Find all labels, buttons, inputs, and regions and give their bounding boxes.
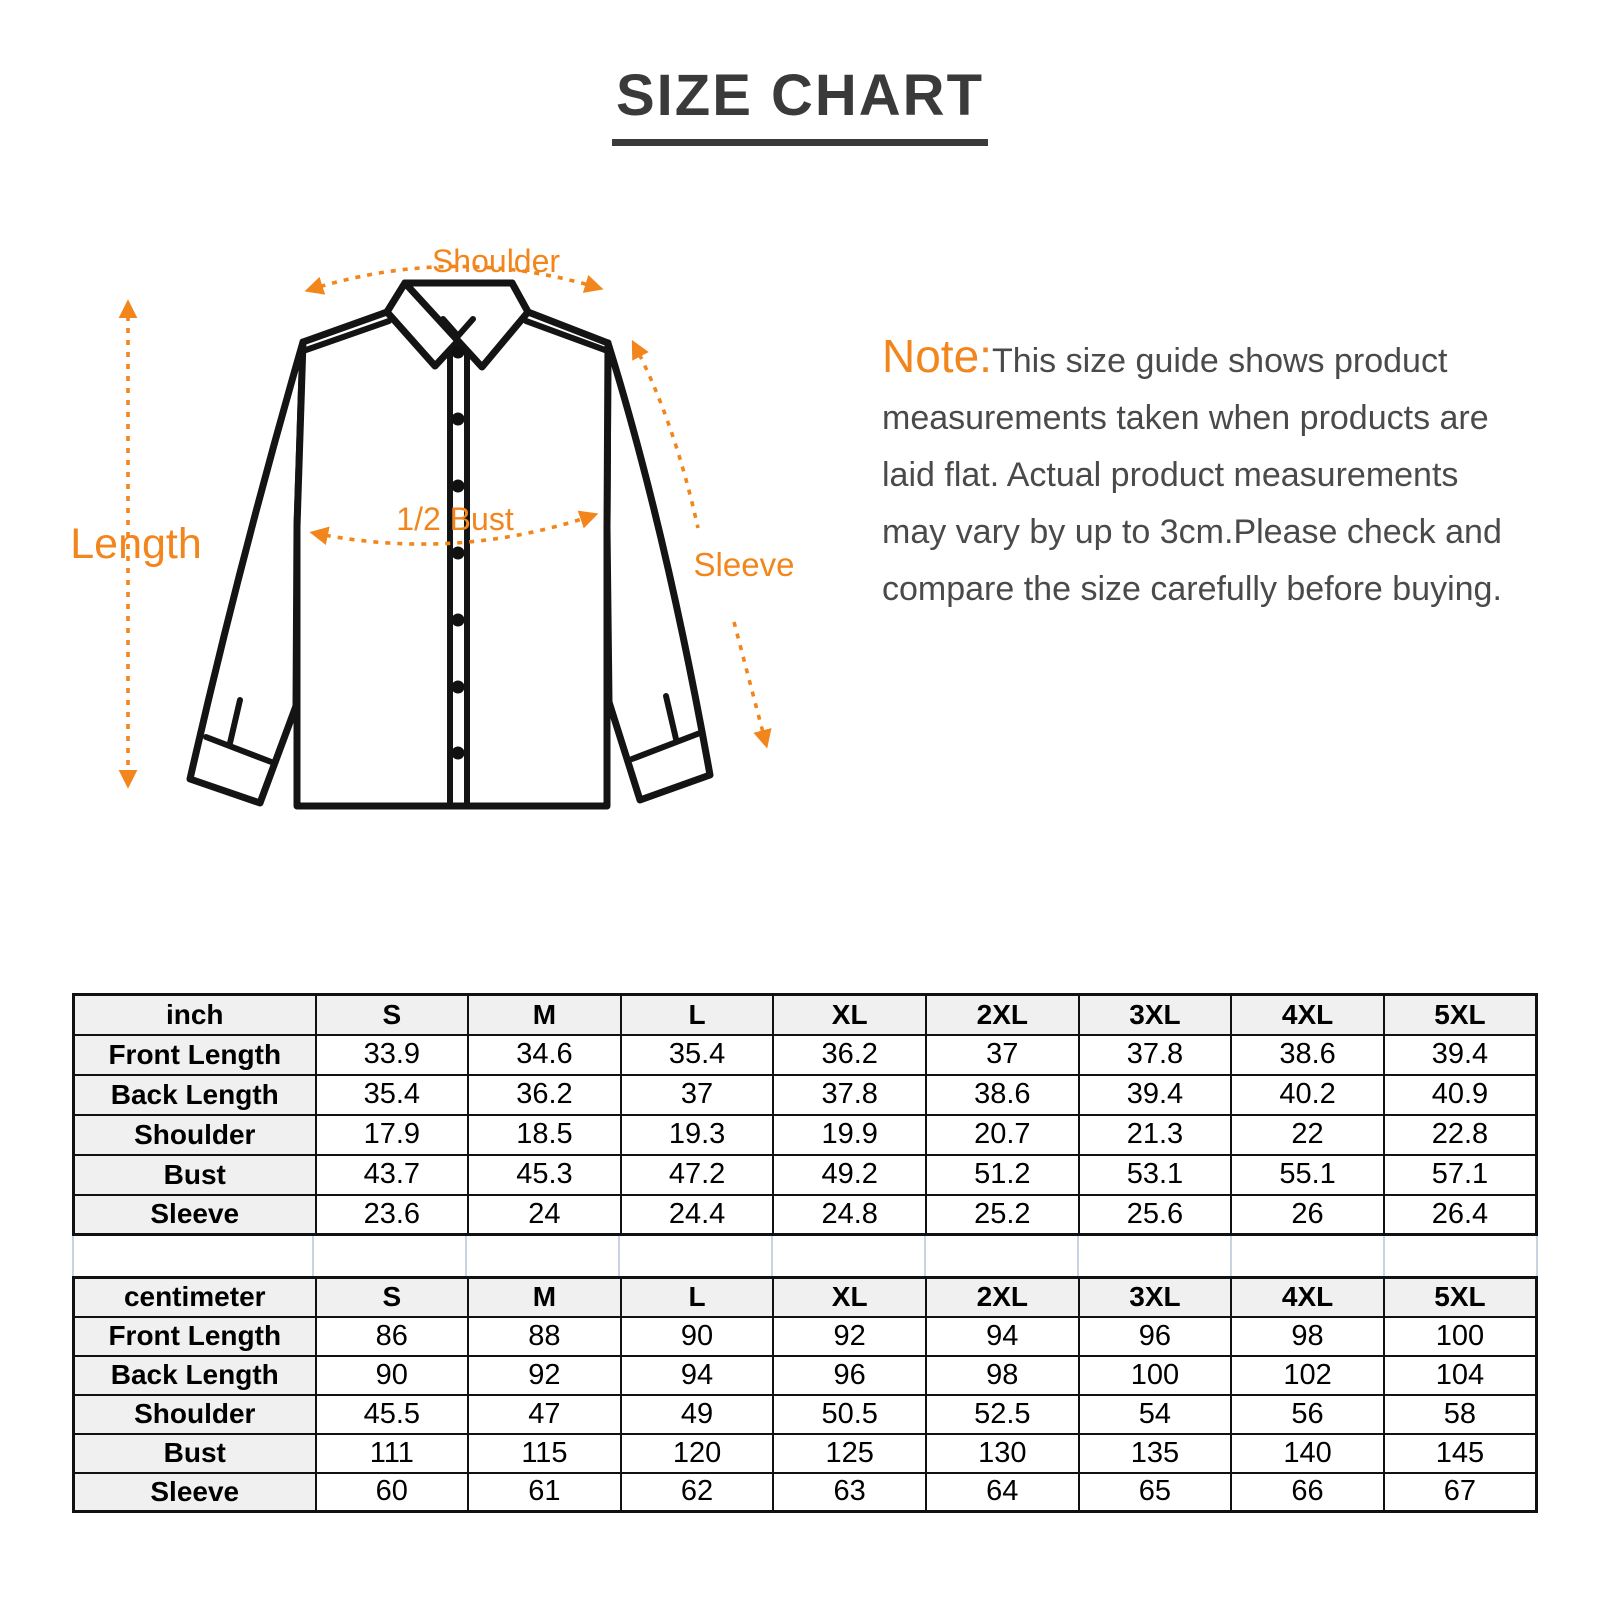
value-cell: 115 xyxy=(468,1434,621,1473)
value-cell: 50.5 xyxy=(773,1395,926,1434)
value-cell: 37.8 xyxy=(773,1075,926,1115)
table-row xyxy=(74,1035,1537,1075)
size-header-cell: XL xyxy=(773,1278,926,1317)
value-cell: 19.9 xyxy=(773,1115,926,1155)
value-cell: 60 xyxy=(316,1473,469,1512)
value-cell: 56 xyxy=(1231,1395,1384,1434)
value-cell: 58 xyxy=(1384,1395,1537,1434)
value-cell: 67 xyxy=(1384,1473,1537,1512)
value-cell: 102 xyxy=(1231,1356,1384,1395)
note-line: measurements taken when products are xyxy=(882,399,1489,437)
page-title: SIZE CHART xyxy=(612,62,988,146)
value-cell: 37 xyxy=(926,1035,1079,1075)
note-line xyxy=(882,328,1522,390)
value-cell: 66 xyxy=(1231,1473,1384,1512)
size-table-centimeter xyxy=(72,1276,1538,1513)
note-line: may vary by up to 3cm.Please check and xyxy=(882,513,1502,551)
value-cell: 39.4 xyxy=(1384,1035,1537,1075)
value-cell: 23.6 xyxy=(316,1195,469,1235)
value-cell: 96 xyxy=(773,1356,926,1395)
value-cell: 135 xyxy=(1079,1434,1232,1473)
size-header-cell: L xyxy=(621,995,774,1035)
table-header-row xyxy=(74,1278,1537,1317)
value-cell: 36.2 xyxy=(773,1035,926,1075)
size-header-cell: 3XL xyxy=(1079,995,1232,1035)
shoulder-label: Shoulder xyxy=(431,243,561,279)
value-cell: 17.9 xyxy=(316,1115,469,1155)
value-cell: 24.8 xyxy=(773,1195,926,1235)
size-header-cell: 4XL xyxy=(1231,995,1384,1035)
sleeve-arrow-lower xyxy=(734,622,766,744)
table-header-row xyxy=(74,995,1537,1035)
value-cell: 130 xyxy=(926,1434,1079,1473)
value-cell: 49.2 xyxy=(773,1155,926,1195)
value-cell: 94 xyxy=(621,1356,774,1395)
page-header xyxy=(0,62,1600,146)
shirt-measurement-diagram xyxy=(60,230,820,830)
row-label-cell: Back Length xyxy=(74,1356,316,1395)
value-cell: 38.6 xyxy=(926,1075,1079,1115)
value-cell: 86 xyxy=(316,1317,469,1356)
value-cell: 25.6 xyxy=(1079,1195,1232,1235)
value-cell: 96 xyxy=(1079,1317,1232,1356)
size-header-cell: 5XL xyxy=(1384,995,1537,1035)
value-cell: 57.1 xyxy=(1384,1155,1537,1195)
value-cell: 100 xyxy=(1079,1356,1232,1395)
value-cell: 62 xyxy=(621,1473,774,1512)
value-cell: 98 xyxy=(1231,1317,1384,1356)
table-row xyxy=(74,1434,1537,1473)
value-cell: 45.3 xyxy=(468,1155,621,1195)
size-table-inch xyxy=(72,993,1538,1236)
size-header-cell: 4XL xyxy=(1231,1278,1384,1317)
value-cell: 20.7 xyxy=(926,1115,1079,1155)
value-cell: 39.4 xyxy=(1079,1075,1232,1115)
table-row xyxy=(74,1317,1537,1356)
table-row xyxy=(74,1115,1537,1155)
size-header-cell: S xyxy=(316,1278,469,1317)
size-header-cell: S xyxy=(316,995,469,1035)
value-cell: 21.3 xyxy=(1079,1115,1232,1155)
value-cell: 104 xyxy=(1384,1356,1537,1395)
size-header-cell: M xyxy=(468,1278,621,1317)
unit-header-cell: centimeter xyxy=(74,1278,316,1317)
row-label-cell: Front Length xyxy=(74,1035,316,1075)
value-cell: 22 xyxy=(1231,1115,1384,1155)
note-line: compare the size carefully before buying. xyxy=(882,570,1502,608)
table-row xyxy=(74,1356,1537,1395)
size-tables-section xyxy=(72,993,1538,1513)
value-cell: 145 xyxy=(1384,1434,1537,1473)
value-cell: 100 xyxy=(1384,1317,1537,1356)
value-cell: 63 xyxy=(773,1473,926,1512)
shirt-diagram-svg xyxy=(60,230,820,830)
size-header-cell: 2XL xyxy=(926,1278,1079,1317)
row-label-cell: Sleeve xyxy=(74,1195,316,1235)
size-header-cell: 3XL xyxy=(1079,1278,1232,1317)
value-cell: 52.5 xyxy=(926,1395,1079,1434)
value-cell: 92 xyxy=(773,1317,926,1356)
size-header-cell: 2XL xyxy=(926,995,1079,1035)
table-row xyxy=(74,1075,1537,1115)
row-label-cell: Bust xyxy=(74,1155,316,1195)
row-label-cell: Shoulder xyxy=(74,1115,316,1155)
value-cell: 94 xyxy=(926,1317,1079,1356)
value-cell: 51.2 xyxy=(926,1155,1079,1195)
row-label-cell: Shoulder xyxy=(74,1395,316,1434)
value-cell: 35.4 xyxy=(621,1035,774,1075)
table-row xyxy=(74,1195,1537,1235)
value-cell: 98 xyxy=(926,1356,1079,1395)
value-cell: 24.4 xyxy=(621,1195,774,1235)
table-row xyxy=(74,1473,1537,1512)
length-label: Length xyxy=(70,520,202,568)
value-cell: 88 xyxy=(468,1317,621,1356)
value-cell: 92 xyxy=(468,1356,621,1395)
value-cell: 111 xyxy=(316,1434,469,1473)
value-cell: 25.2 xyxy=(926,1195,1079,1235)
table-gap-row xyxy=(72,1236,1538,1276)
value-cell: 22.8 xyxy=(1384,1115,1537,1155)
value-cell: 65 xyxy=(1079,1473,1232,1512)
value-cell: 90 xyxy=(621,1317,774,1356)
value-cell: 43.7 xyxy=(316,1155,469,1195)
note-block xyxy=(882,328,1522,618)
size-header-cell: 5XL xyxy=(1384,1278,1537,1317)
row-label-cell: Sleeve xyxy=(74,1473,316,1512)
unit-header-cell: inch xyxy=(74,995,316,1035)
row-label-cell: Front Length xyxy=(74,1317,316,1356)
size-header-cell: L xyxy=(621,1278,774,1317)
value-cell: 125 xyxy=(773,1434,926,1473)
value-cell: 49 xyxy=(621,1395,774,1434)
row-label-cell: Bust xyxy=(74,1434,316,1473)
table-row xyxy=(74,1395,1537,1434)
shirt-left-sleeve xyxy=(190,342,303,803)
value-cell: 24 xyxy=(468,1195,621,1235)
value-cell: 33.9 xyxy=(316,1035,469,1075)
value-cell: 37.8 xyxy=(1079,1035,1232,1075)
value-cell: 35.4 xyxy=(316,1075,469,1115)
value-cell: 26 xyxy=(1231,1195,1384,1235)
note-text: This size guide shows product xyxy=(991,342,1448,380)
value-cell: 53.1 xyxy=(1079,1155,1232,1195)
value-cell: 34.6 xyxy=(468,1035,621,1075)
value-cell: 18.5 xyxy=(468,1115,621,1155)
value-cell: 26.4 xyxy=(1384,1195,1537,1235)
size-header-cell: M xyxy=(468,995,621,1035)
value-cell: 36.2 xyxy=(468,1075,621,1115)
value-cell: 38.6 xyxy=(1231,1035,1384,1075)
note-line: laid flat. Actual product measurements xyxy=(882,456,1459,494)
value-cell: 120 xyxy=(621,1434,774,1473)
value-cell: 61 xyxy=(468,1473,621,1512)
value-cell: 45.5 xyxy=(316,1395,469,1434)
value-cell: 40.9 xyxy=(1384,1075,1537,1115)
value-cell: 54 xyxy=(1079,1395,1232,1434)
value-cell: 47 xyxy=(468,1395,621,1434)
value-cell: 19.3 xyxy=(621,1115,774,1155)
value-cell: 140 xyxy=(1231,1434,1384,1473)
sleeve-label: Sleeve xyxy=(693,546,795,583)
value-cell: 37 xyxy=(621,1075,774,1115)
size-header-cell: XL xyxy=(773,995,926,1035)
value-cell: 47.2 xyxy=(621,1155,774,1195)
note-label: Note: xyxy=(882,330,992,382)
bust-label: 1/2 Bust xyxy=(396,501,514,537)
row-label-cell: Back Length xyxy=(74,1075,316,1115)
value-cell: 40.2 xyxy=(1231,1075,1384,1115)
value-cell: 55.1 xyxy=(1231,1155,1384,1195)
table-row xyxy=(74,1155,1537,1195)
value-cell: 64 xyxy=(926,1473,1079,1512)
value-cell: 90 xyxy=(316,1356,469,1395)
